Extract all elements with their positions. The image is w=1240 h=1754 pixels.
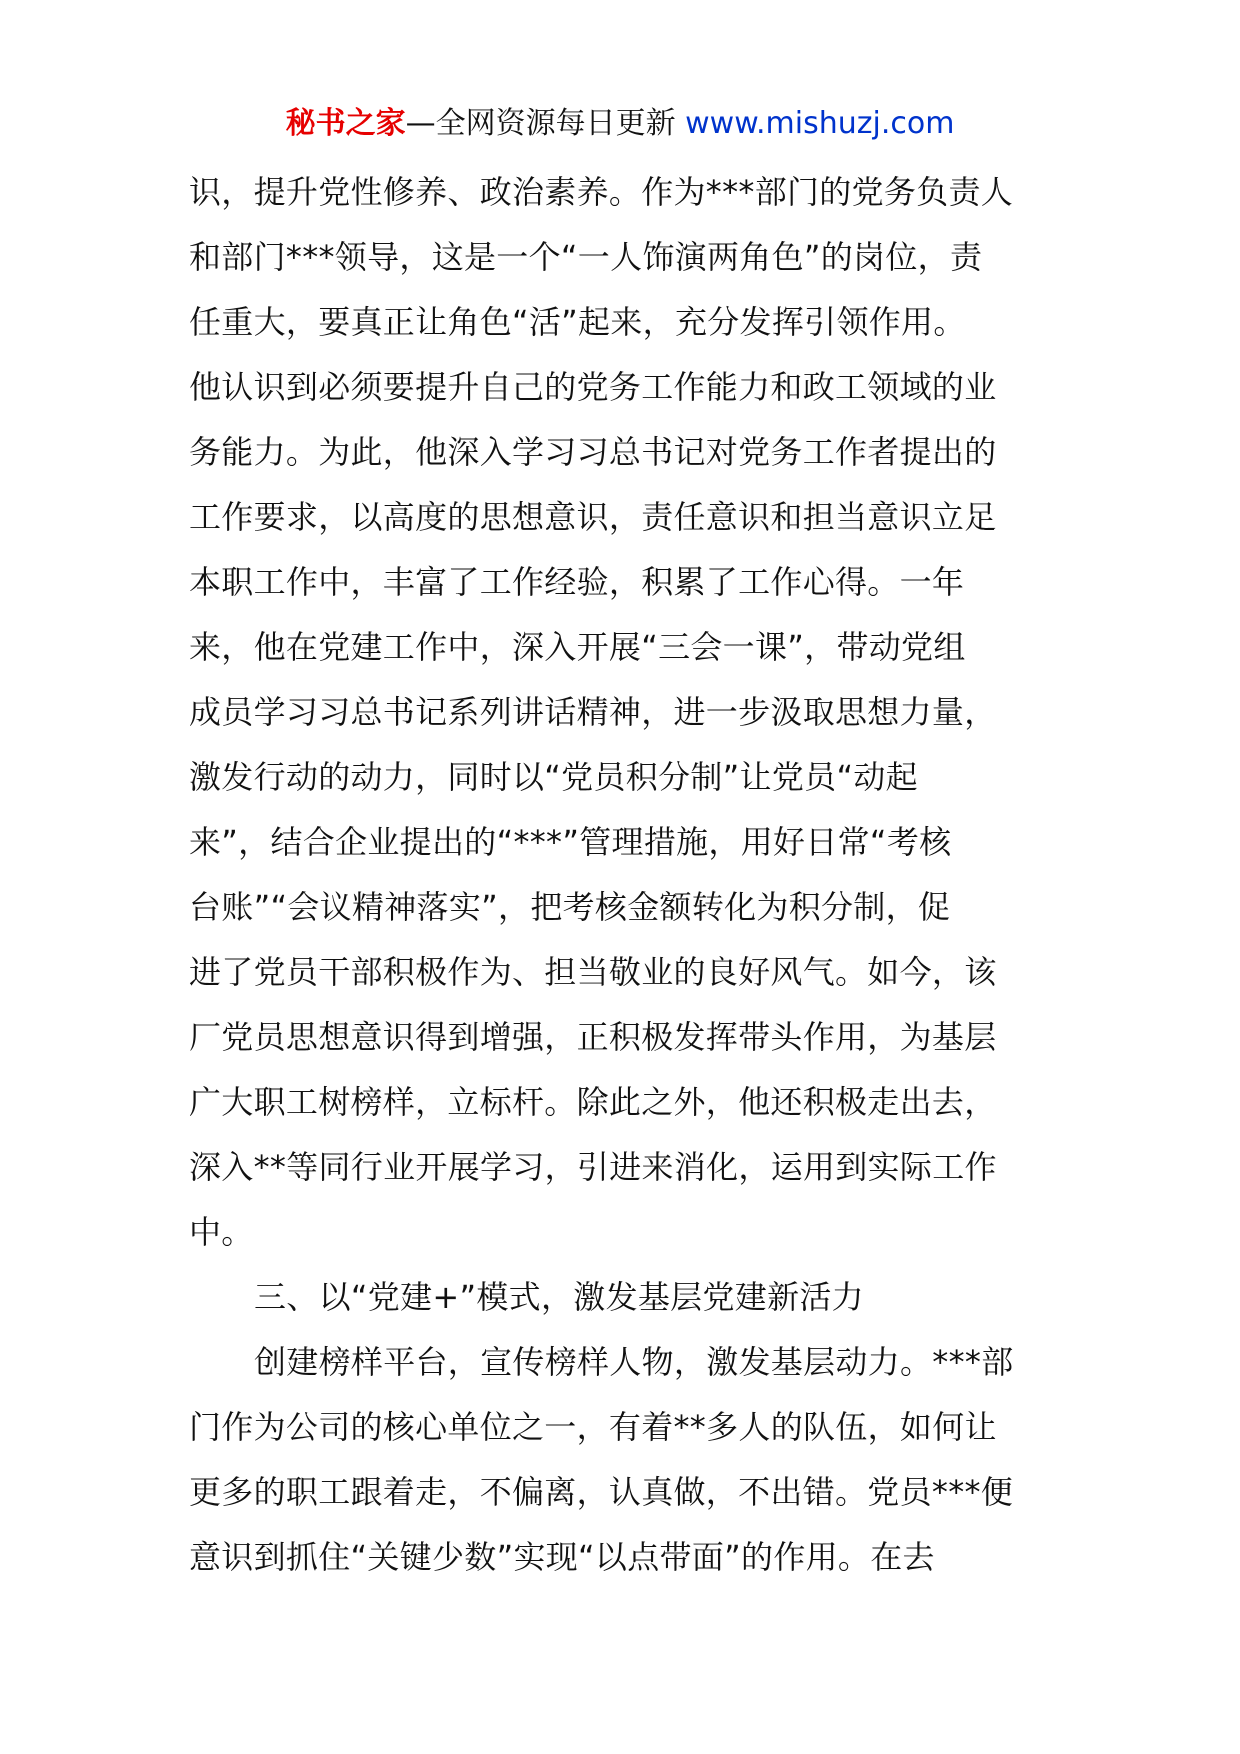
paragraph-line: 激发行动的动力，同时以“党员积分制”让党员“动起 [189,758,918,796]
paragraph-line: 识，提升党性修养、政治素养。作为***部门的党务负责人 [189,173,1014,211]
paragraph-line: 中。 [189,1213,254,1251]
paragraph-line: 厂党员思想意识得到增强，正积极发挥带头作用，为基层 [189,1018,997,1056]
paragraph-line: 他认识到必须要提升自己的党务工作能力和政工领域的业 [189,368,997,406]
paragraph-line: 本职工作中，丰富了工作经验，积累了工作心得。一年 [189,563,965,601]
paragraph-line: 工作要求，以高度的思想意识，责任意识和担当意识立足 [189,498,997,536]
paragraph-line: 来，他在党建工作中，深入开展“三会一课”，带动党组 [189,628,966,666]
paragraph-line: 来”，结合企业提出的“***”管理措施，用好日常“考核 [189,823,952,861]
paragraph-line: 广大职工树榜样，立标杆。除此之外，他还积极走出去， [189,1083,997,1121]
paragraph-line: 深入**等同行业开展学习，引进来消化，运用到实际工作 [189,1148,997,1186]
paragraph-line: 台账”“会议精神落实”，把考核金额转化为积分制，促 [189,888,951,926]
paragraph-line: 创建榜样平台，宣传榜样人物，激发基层动力。***部 [254,1343,1014,1381]
brand-name: 秘书之家 [285,106,406,141]
paragraph-line: 更多的职工跟着走，不偏离，认真做，不出错。党员***便 [189,1473,1014,1511]
paragraph-line: 成员学习习总书记系列讲话精神，进一步汲取思想力量， [189,693,997,731]
paragraph-line: 意识到抓住“关键少数”实现“以点带面”的作用。在去 [189,1538,935,1576]
paragraph-line: 务能力。为此，他深入学习习总书记对党务工作者提出的 [189,433,997,471]
paragraph-line: 门作为公司的核心单位之一，有着**多人的队伍，如何让 [189,1408,997,1446]
paragraph-line: 进了党员干部积极作为、担当敬业的良好风气。如今，该 [189,953,997,991]
paragraph-line: 和部门***领导，这是一个“一人饰演两角色”的岗位，责 [189,238,983,276]
document-body [189,160,1059,1590]
paragraph-line: 任重大，要真正让角色“活”起来，充分发挥引领作用。 [189,303,966,341]
site-url-link[interactable]: www.mishuzj.com [685,106,955,141]
site-header [0,102,1240,146]
section-heading: 三、以“党建+”模式，激发基层党建新活力 [254,1278,864,1316]
header-tagline: —全网资源每日更新 [405,106,686,141]
